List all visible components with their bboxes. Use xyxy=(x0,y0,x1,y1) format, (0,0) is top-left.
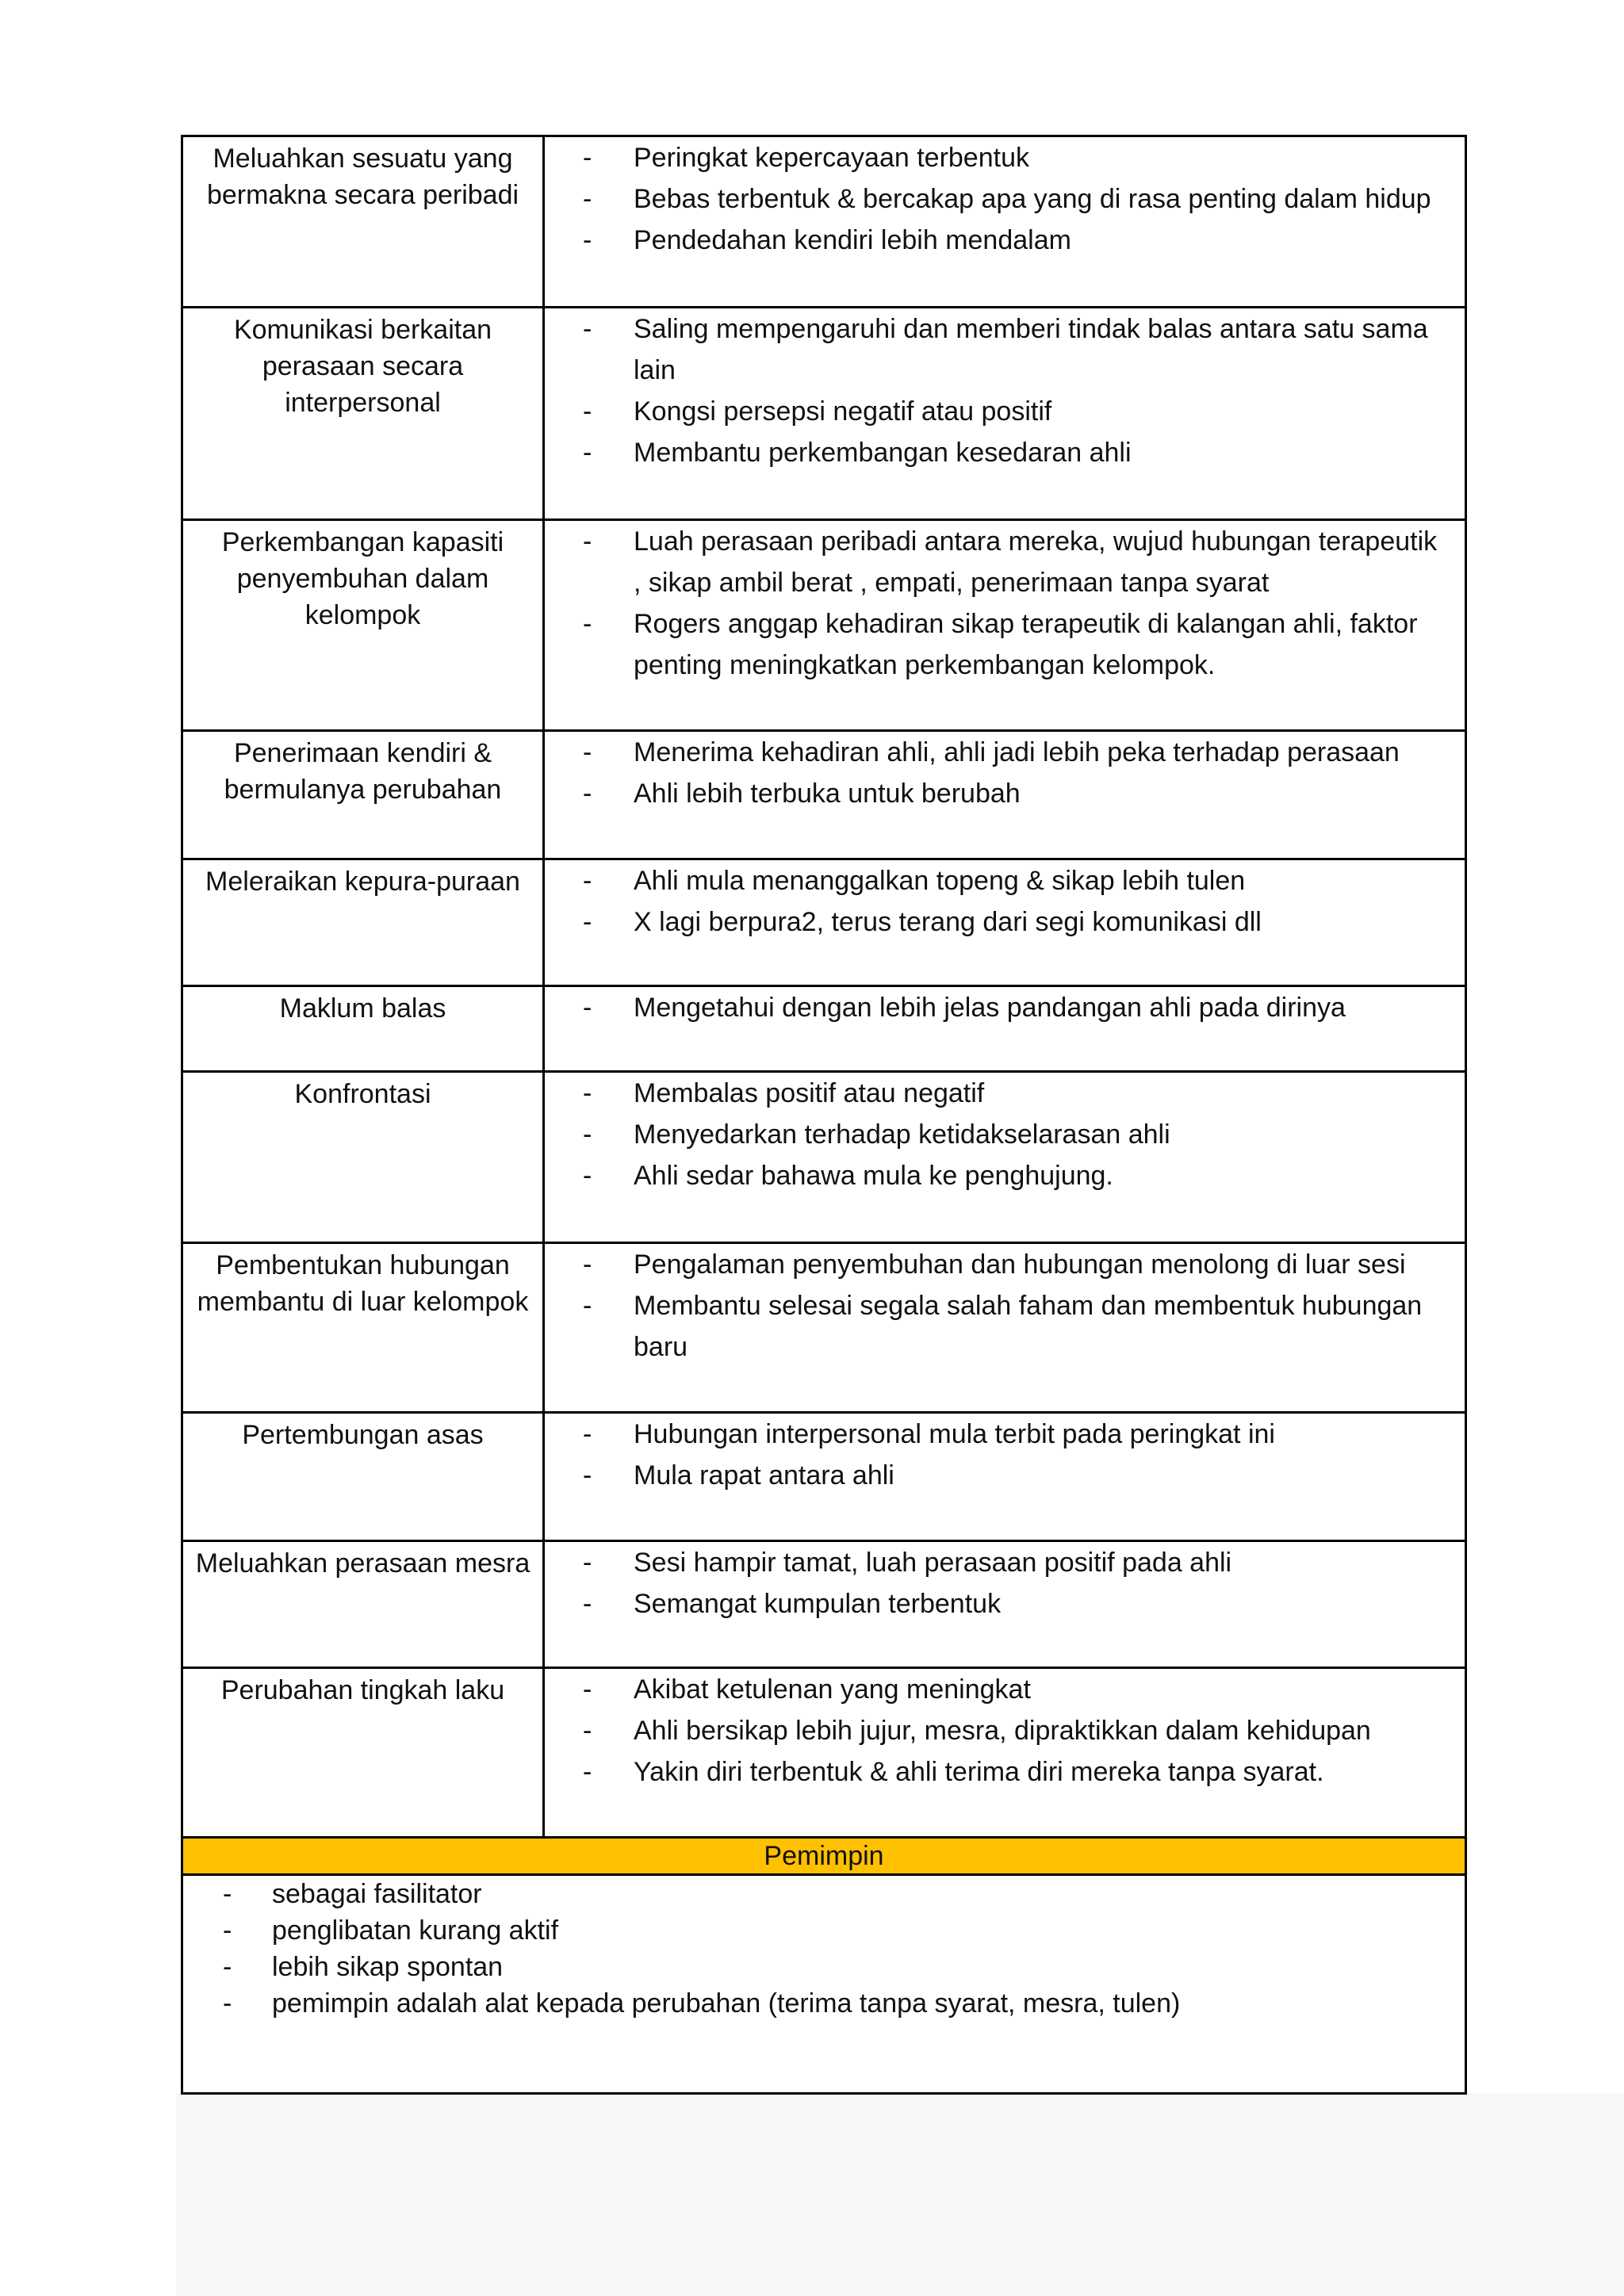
stage-name: Maklum balas xyxy=(279,993,446,1024)
item-text: Semangat kumpulan terbentuk xyxy=(634,1589,1002,1619)
item-text: Membantu selesai segala salah faham dan membentuk hubungan baru xyxy=(634,1291,1423,1362)
bullet-dash: - xyxy=(583,314,592,344)
list-item xyxy=(183,1949,1465,1985)
stage-items-cell xyxy=(544,1541,1466,1668)
item-text: Hubungan interpersonal mula terbit pada peringkat ini xyxy=(634,1419,1275,1449)
list-item xyxy=(545,1414,1452,1455)
bullet-dash: - xyxy=(583,184,592,214)
item-text: Pendedahan kendiri lebih mendalam xyxy=(634,225,1071,255)
stage-name-cell xyxy=(182,859,544,986)
bullet-dash: - xyxy=(223,1915,232,1946)
list-item xyxy=(545,391,1452,432)
item-text: Ahli lebih terbuka untuk berubah xyxy=(634,779,1021,809)
bullet-dash: - xyxy=(583,993,592,1023)
stage-items-cell xyxy=(544,731,1466,859)
stages-table xyxy=(181,135,1467,2095)
stage-items-cell xyxy=(544,308,1466,520)
stages-table-body xyxy=(182,136,1466,2094)
bullet-dash: - xyxy=(583,1460,592,1490)
stage-name-cell xyxy=(182,731,544,859)
list-item xyxy=(545,603,1452,686)
stage-name: Komunikasi berkaitan perasaan secara interpersonal xyxy=(233,315,492,418)
item-text: Sesi hampir tamat, luah perasaan positif pada ahli xyxy=(634,1548,1232,1578)
list-item xyxy=(545,1710,1452,1751)
list-item xyxy=(545,1455,1452,1496)
bullet-dash: - xyxy=(223,1952,232,1982)
stage-name-cell xyxy=(182,1668,544,1838)
list-item xyxy=(545,1244,1452,1285)
item-text: penglibatan kurang aktif xyxy=(272,1915,559,1946)
leader-header-row xyxy=(182,1838,1466,1875)
stage-name: Konfrontasi xyxy=(294,1079,431,1109)
stage-name: Perubahan tingkah laku xyxy=(220,1675,505,1705)
stage-name: Pertembungan asas xyxy=(242,1420,484,1450)
item-text: pemimpin adalah alat kepada perubahan (terima tanpa syarat, mesra, tulen) xyxy=(272,1988,1181,2019)
bullet-dash: - xyxy=(583,1548,592,1578)
list-item xyxy=(183,1985,1465,2022)
list-item xyxy=(545,1155,1452,1196)
list-item xyxy=(545,1751,1452,1793)
bullet-dash: - xyxy=(583,1589,592,1619)
bullet-dash: - xyxy=(583,1119,592,1150)
item-text: Luah perasaan peribadi antara mereka, wujud hubungan terapeutik , sikap ambil berat , empati, penerimaan tanpa syarat xyxy=(634,526,1438,598)
bullet-dash: - xyxy=(583,396,592,427)
bullet-dash: - xyxy=(583,225,592,255)
stage-name: Meluahkan sesuatu yang bermakna secara peribadi xyxy=(206,144,519,210)
item-text: Membalas positif atau negatif xyxy=(634,1078,985,1108)
table-row xyxy=(182,1413,1466,1541)
bullet-dash: - xyxy=(583,526,592,557)
bullet-dash: - xyxy=(583,609,592,639)
list-item xyxy=(545,521,1452,603)
list-item xyxy=(545,773,1452,814)
list-item xyxy=(545,137,1452,178)
item-text: Bebas terbentuk & bercakap apa yang di rasa penting dalam hidup xyxy=(634,184,1431,214)
bullet-dash: - xyxy=(583,1078,592,1108)
stage-items-cell xyxy=(544,1668,1466,1838)
item-text: Kongsi persepsi negatif atau positif xyxy=(634,396,1052,427)
stage-name: Perkembangan kapasiti penyembuhan dalam kelompok xyxy=(221,527,504,630)
stage-name-cell xyxy=(182,1541,544,1668)
bullet-dash: - xyxy=(223,1879,232,1909)
item-text: Menerima kehadiran ahli, ahli jadi lebih peka terhadap perasaan xyxy=(634,737,1400,767)
stage-items-cell xyxy=(544,1072,1466,1243)
stage-items-cell xyxy=(544,986,1466,1072)
table-row xyxy=(182,1072,1466,1243)
item-text: Yakin diri terbentuk & ahli terima diri mereka tanpa syarat. xyxy=(634,1757,1324,1787)
stage-name-cell xyxy=(182,986,544,1072)
item-text: sebagai fasilitator xyxy=(272,1879,482,1909)
bullet-dash: - xyxy=(583,1291,592,1321)
list-item xyxy=(545,1542,1452,1583)
item-text: Mengetahui dengan lebih jelas pandangan ahli pada dirinya xyxy=(634,993,1346,1023)
table-row xyxy=(182,859,1466,986)
bullet-dash: - xyxy=(583,866,592,896)
stage-name-cell xyxy=(182,520,544,731)
list-item xyxy=(545,1073,1452,1114)
leader-header xyxy=(182,1838,1466,1875)
bullet-dash: - xyxy=(583,779,592,809)
table-row xyxy=(182,1541,1466,1668)
list-item xyxy=(545,308,1452,391)
item-text: Ahli sedar bahawa mula ke penghujung. xyxy=(634,1161,1113,1191)
leader-body xyxy=(182,1875,1466,2094)
bullet-dash: - xyxy=(583,143,592,173)
stage-items-cell xyxy=(544,136,1466,308)
bullet-dash: - xyxy=(583,438,592,468)
item-text: Pengalaman penyembuhan dan hubungan menolong di luar sesi xyxy=(634,1249,1406,1280)
stage-name-cell xyxy=(182,136,544,308)
stage-name: Meleraikan kepura-puraan xyxy=(205,867,520,897)
stage-items-cell xyxy=(544,1243,1466,1413)
item-text: Saling mempengaruhi dan memberi tindak balas antara satu sama lain xyxy=(634,314,1428,385)
item-text: Ahli mula menanggalkan topeng & sikap lebih tulen xyxy=(634,866,1246,896)
list-item xyxy=(545,901,1452,943)
bullet-dash: - xyxy=(583,1674,592,1705)
table-row xyxy=(182,1668,1466,1838)
bullet-dash: - xyxy=(583,1757,592,1787)
table-row xyxy=(182,308,1466,520)
item-text: Menyedarkan terhadap ketidakselarasan ahli xyxy=(634,1119,1170,1150)
stage-items-cell xyxy=(544,520,1466,731)
list-item xyxy=(545,1583,1452,1624)
table-row xyxy=(182,136,1466,308)
list-item xyxy=(545,732,1452,773)
bullet-dash: - xyxy=(223,1988,232,2019)
stage-name-cell xyxy=(182,308,544,520)
table-row xyxy=(182,986,1466,1072)
item-text: Rogers anggap kehadiran sikap terapeutik di kalangan ahli, faktor penting meningkatkan perkembangan kelompok. xyxy=(634,609,1418,680)
stage-items-cell xyxy=(544,1413,1466,1541)
list-item xyxy=(183,1912,1465,1949)
item-text: lebih sikap spontan xyxy=(272,1952,504,1982)
list-item xyxy=(545,987,1452,1028)
table-row xyxy=(182,731,1466,859)
list-item xyxy=(545,1114,1452,1155)
leader-body-row xyxy=(182,1875,1466,2094)
bullet-dash: - xyxy=(583,907,592,937)
stage-items-cell xyxy=(544,859,1466,986)
stage-name-cell xyxy=(182,1243,544,1413)
list-item xyxy=(545,1669,1452,1710)
list-item xyxy=(545,432,1452,473)
stage-name: Meluahkan perasaan mesra xyxy=(195,1548,530,1578)
stage-name: Penerimaan kendiri & bermulanya perubahan xyxy=(224,738,502,805)
bullet-dash: - xyxy=(583,1419,592,1449)
item-text: X lagi berpura2, terus terang dari segi komunikasi dll xyxy=(634,907,1262,937)
item-text: Mula rapat antara ahli xyxy=(634,1460,894,1490)
table-row xyxy=(182,1243,1466,1413)
stage-name-cell xyxy=(182,1072,544,1243)
list-item xyxy=(545,860,1452,901)
item-text: Ahli bersikap lebih jujur, mesra, dipraktikkan dalam kehidupan xyxy=(634,1716,1371,1746)
table-row xyxy=(182,520,1466,731)
list-item xyxy=(545,220,1452,261)
list-item xyxy=(183,1876,1465,1912)
bullet-dash: - xyxy=(583,737,592,767)
bullet-dash: - xyxy=(583,1161,592,1191)
list-item xyxy=(545,178,1452,220)
item-text: Peringkat kepercayaan terbentuk xyxy=(634,143,1029,173)
item-text: Membantu perkembangan kesedaran ahli xyxy=(634,438,1132,468)
stage-name: Pembentukan hubungan membantu di luar kelompok xyxy=(197,1250,529,1317)
bullet-dash: - xyxy=(583,1716,592,1746)
item-text: Akibat ketulenan yang meningkat xyxy=(634,1674,1031,1705)
stage-name-cell xyxy=(182,1413,544,1541)
leader-title: Pemimpin xyxy=(764,1841,884,1871)
list-item xyxy=(545,1285,1452,1368)
bullet-dash: - xyxy=(583,1249,592,1280)
page-bottom-shade xyxy=(176,2093,1624,2296)
